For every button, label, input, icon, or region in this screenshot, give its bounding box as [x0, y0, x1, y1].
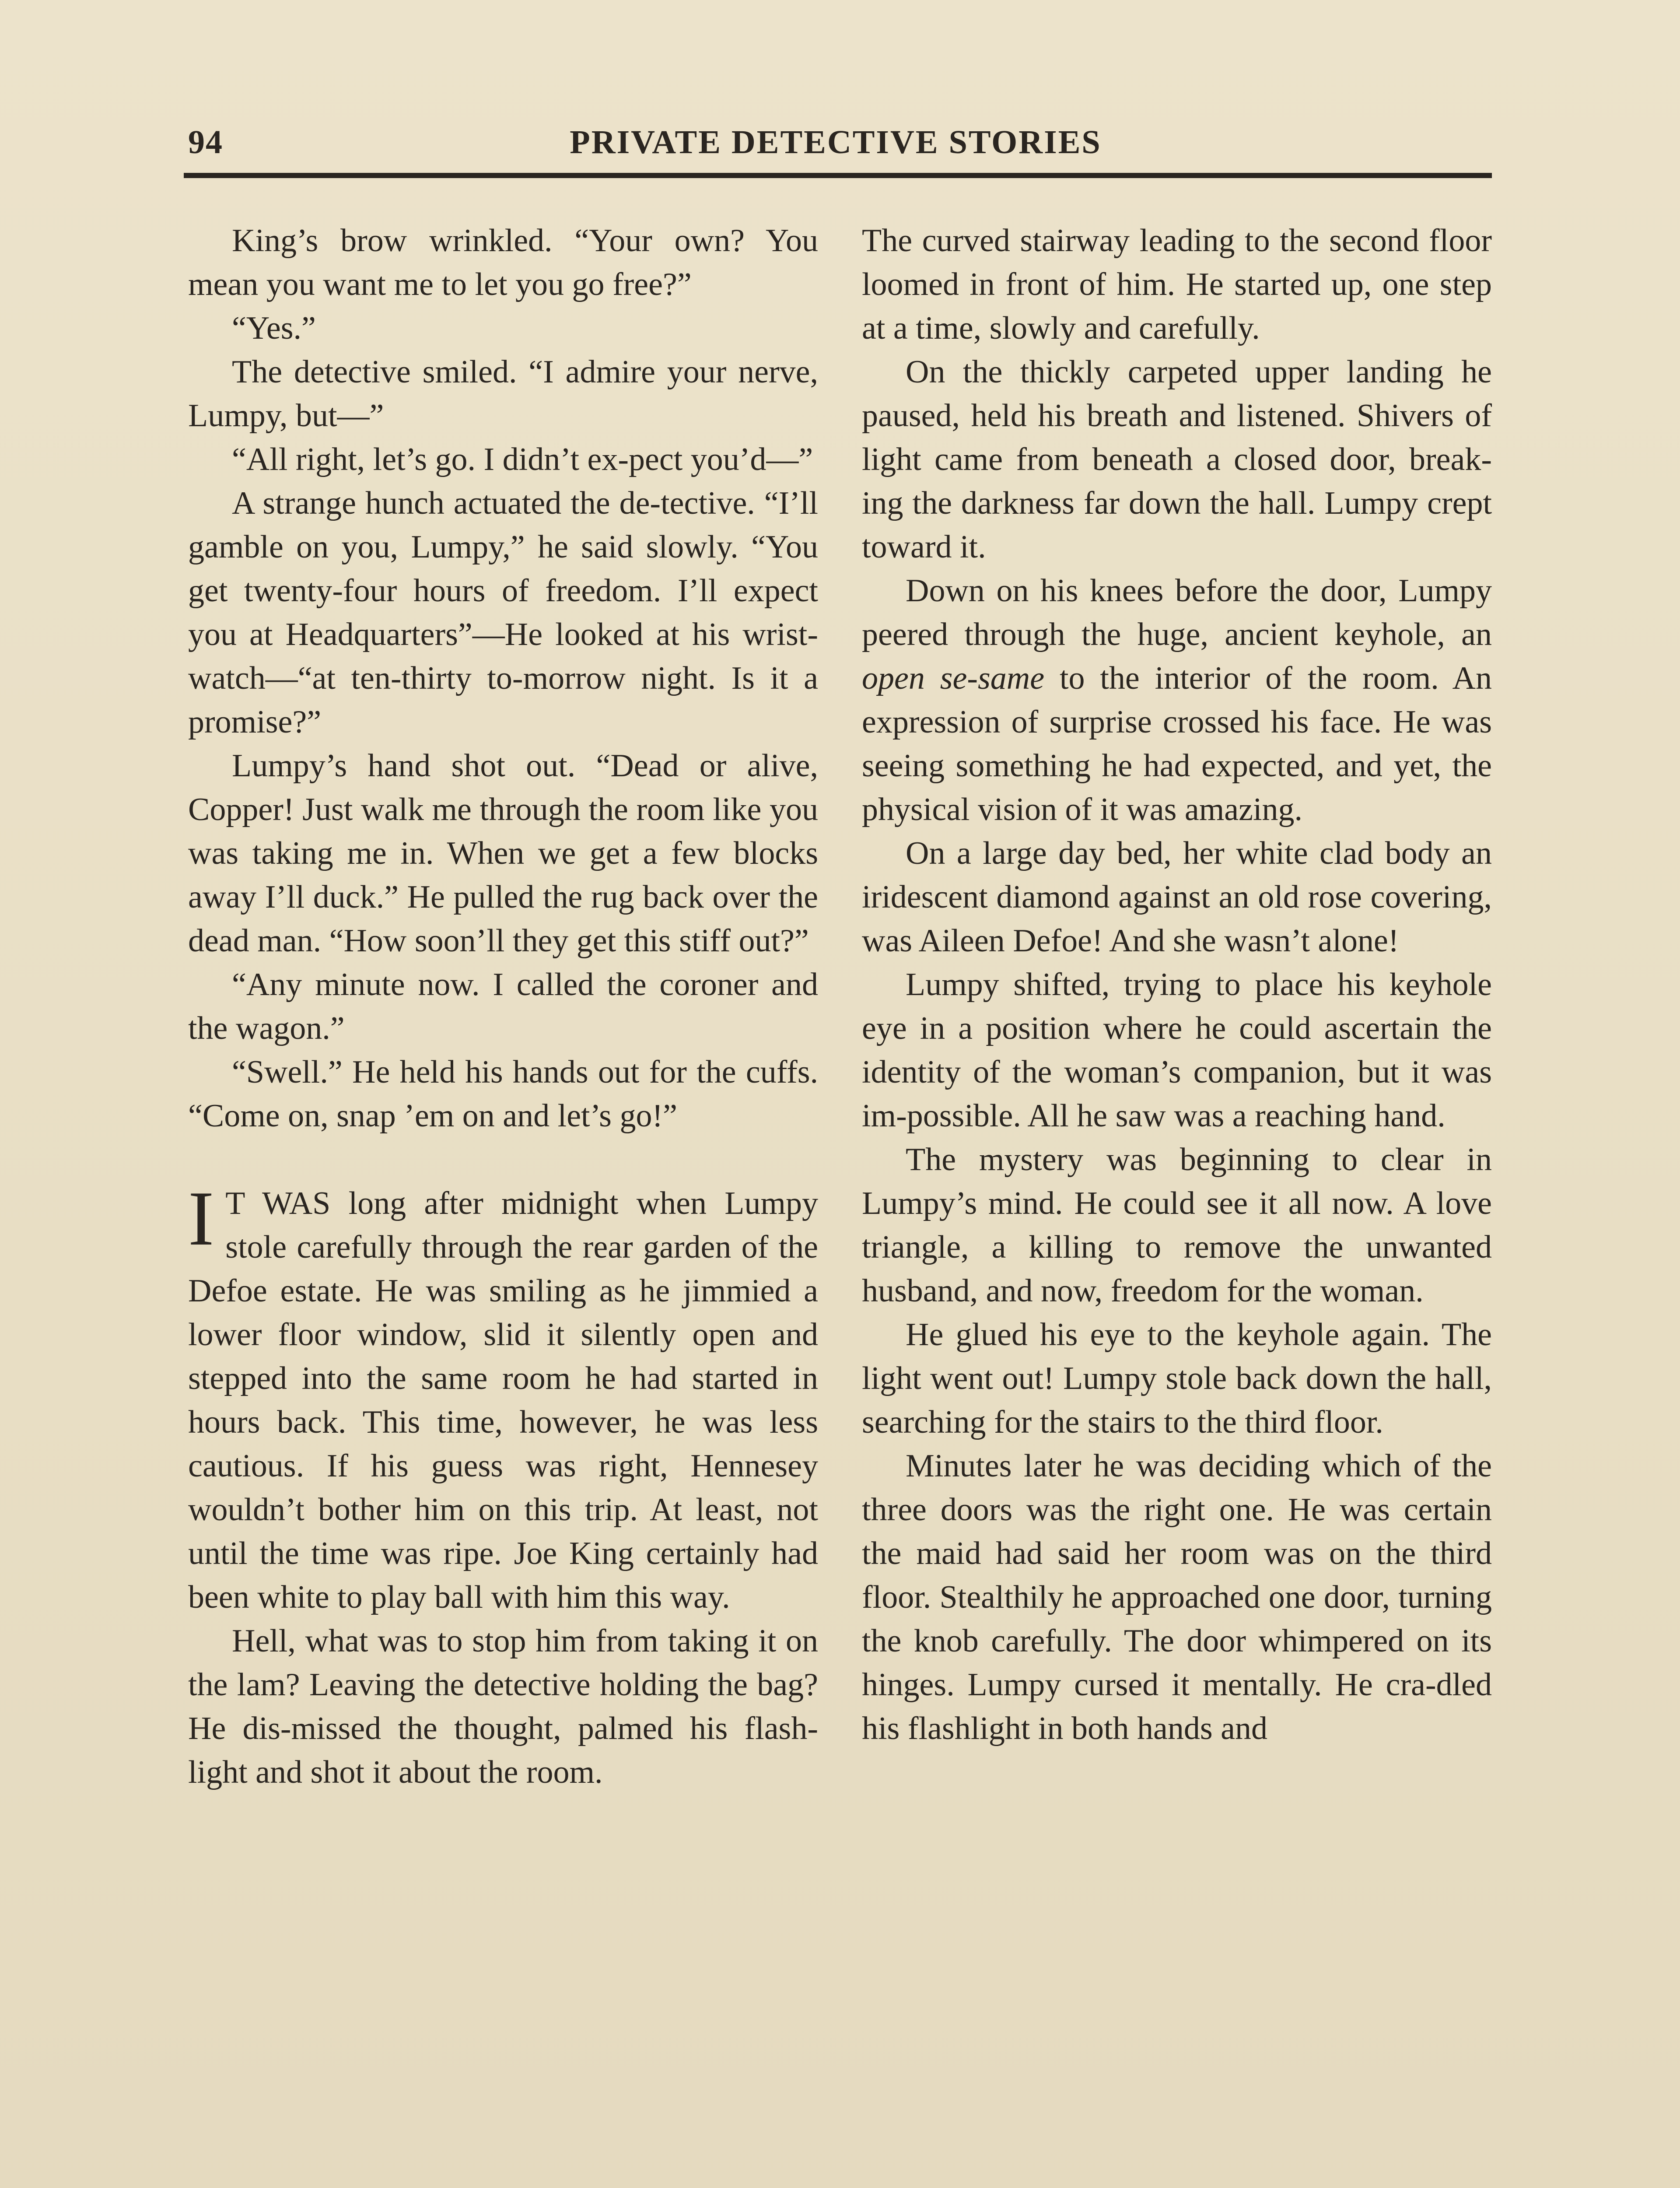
header-rule [184, 173, 1492, 178]
paragraph: A strange hunch actuated the de-tective. “I’ll gamble on you, Lumpy,” he said slowly. “You get twenty-four hours of freedom. I’ll expect you at Headquarters”—He looked at his wrist-watch—“at ten-thirty to-morrow night. Is it a promise?” [188, 485, 818, 740]
right-column [862, 219, 1492, 2188]
paragraph: “Any minute now. I called the coroner and the wagon.” [188, 967, 818, 1046]
paragraph: King’s brow wrinkled. “Your own? You mean you want me to let you go free?” [188, 223, 818, 302]
paragraph: “All right, let’s go. I didn’t ex-pect you’d—” [232, 442, 813, 477]
page-header [188, 118, 1483, 171]
section-opening-paragraph [188, 1175, 818, 1619]
paragraph: Lumpy’s hand shot out. “Dead or alive, Copper! Just walk me through the room like you was taking me in. When we get a few blocks away I’ll duck.” He pulled the rug back over the dead man. “How soon’ll they get this stiff out?” [188, 748, 818, 959]
paragraph: Minutes later he was deciding which of the three doors was the right one. He was certain the maid had said her room was on the third floor. Stealthily he approached one door, turning the knob carefully. The door whimpered on its hinges. Lumpy cursed it mentally. He cra-dled his flashlight in both hands and [862, 1448, 1492, 1746]
paragraph-text: T WAS long after midnight when Lumpy stole carefully through the rear garden of the Defoe estate. He was smiling as he jimmied a lower floor window, slid it silently open and stepped into the same room he had started in hours back. This time, however, he was less cautious. If his guess was right, Hennesey wouldn’t bother him on this trip. At least, not until the time was ripe. Joe King certainly had been white to play ball with him this way. [188, 1185, 818, 1615]
running-title: PRIVATE DETECTIVE STORIES [570, 124, 1102, 161]
italic-phrase: open se-same [862, 660, 1045, 696]
paragraph: The mystery was beginning to clear in Lumpy’s mind. He could see it all now. A love triangle, a killing to remove the unwanted husband, and now, freedom for the woman. [862, 1142, 1492, 1309]
paragraph: “Yes.” [232, 310, 316, 346]
paragraph: The detective smiled. “I admire your nerve, Lumpy, but—” [188, 354, 818, 434]
paragraph: On a large day bed, her white clad body an iridescent diamond against an old rose covering, was Aileen Defoe! And she wasn’t alone! [862, 835, 1492, 959]
paragraph: Hell, what was to stop him from taking it on the lam? Leaving the detective holding the bag? He dis-missed the thought, palmed his flash-light and shot it about the room. [188, 1623, 818, 1790]
left-column [188, 219, 818, 2188]
page-number: 94 [188, 124, 223, 161]
paragraph [862, 569, 1492, 831]
paragraph-text: Down on his knees before the door, Lumpy peered through the huge, ancient keyhole, an [862, 573, 1492, 652]
paragraph: He glued his eye to the keyhole again. The light went out! Lumpy stole back down the hall, searching for the stairs to the third floor. [862, 1317, 1492, 1440]
drop-cap: I [188, 1175, 214, 1262]
paragraph: The curved stairway leading to the second floor loomed in front of him. He started up, one step at a time, slowly and carefully. [862, 223, 1492, 346]
paragraph: On the thickly carpeted upper landing he paused, held his breath and listened. Shivers of light came from beneath a closed door, break-ing the darkness far down the hall. Lumpy crept toward it. [862, 354, 1492, 565]
paragraph: “Swell.” He held his hands out for the cuffs. “Come on, snap ’em on and let’s go!” [188, 1054, 818, 1134]
paragraph-text: to the interior of the room. An expression of surprise crossed his face. He was seeing something he had expected, and yet, the physical vision of it was amazing. [862, 660, 1492, 828]
paragraph: Lumpy shifted, trying to place his keyhole eye in a position where he could ascertain the identity of the woman’s companion, but it was im-possible. All he saw was a reaching hand. [862, 967, 1492, 1134]
